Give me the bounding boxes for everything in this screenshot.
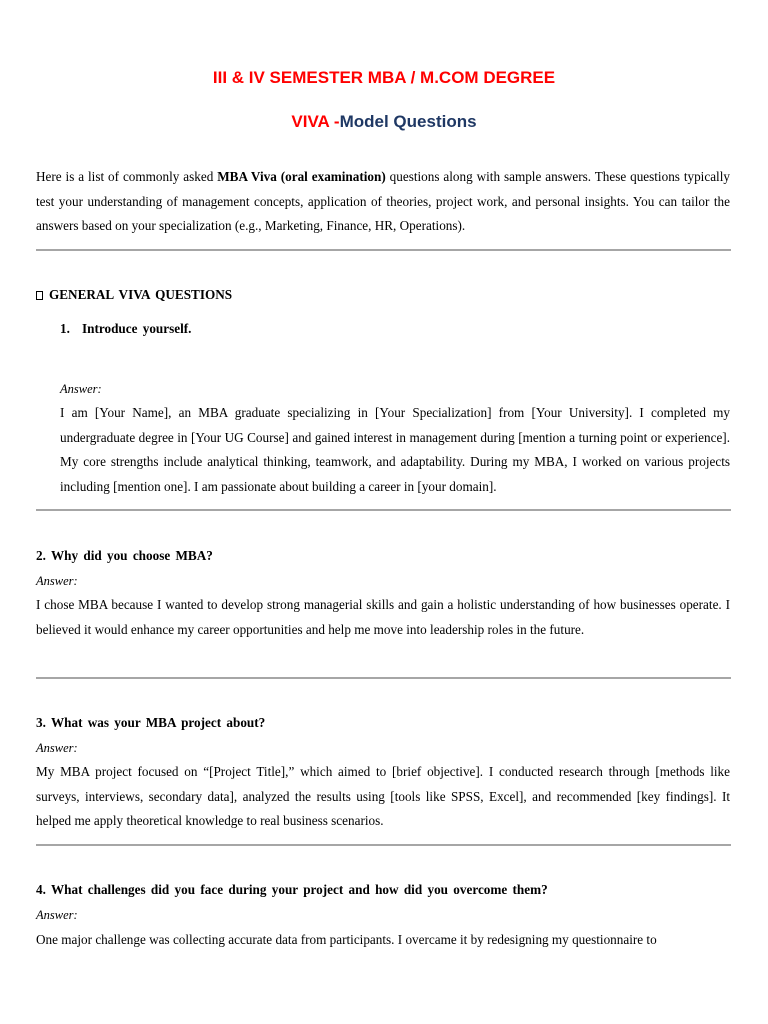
subtitle-model-questions: Model Questions: [339, 112, 477, 131]
subtitle-viva: VIVA -: [291, 112, 340, 131]
divider: [36, 249, 731, 251]
answer-1-label: Answer:: [60, 382, 102, 396]
question-2-heading: [36, 547, 213, 565]
section-heading: [36, 286, 232, 304]
intro-text-before: Here is a list of commonly asked: [36, 169, 218, 184]
question-3-number: 3.: [36, 715, 46, 730]
question-4-text: What challenges did you face during your project and how did you overcome them?: [50, 882, 548, 897]
divider: [36, 844, 731, 846]
answer-2-text: I chose MBA because I wanted to develop strong managerial skills and gain a holistic understanding of how businesses operate. I believed it would enhance my career opportunities and help me move into leadership roles in the future.: [36, 597, 730, 637]
question-1-number: 1.: [60, 321, 70, 336]
question-2-number: 2.: [36, 548, 46, 563]
question-1-text: Introduce yourself.: [82, 321, 192, 336]
answer-1-text: I am [Your Name], an MBA graduate specializing in [Your Specialization] from [Your University]. I completed my undergraduate degree in [Your UG Course] and gained interest in management during [mention a turning point or experience]. My core strengths include analytical thinking, teamwork, and adaptability. During my MBA, I worked on various projects including [mention one]. I am passionate about building a career in [your domain].: [60, 405, 730, 494]
question-3-heading: [36, 714, 265, 732]
answer-3-text: My MBA project focused on “[Project Title],” which aimed to [brief objective]. I conducted research through [methods like surveys, interviews, secondary data], analyzed the results using [tools like SPSS, Excel], and recommended [key findings]. It helped me apply theoretical knowledge to real business scenarios.: [36, 764, 730, 829]
answer-2-label: Answer:: [36, 574, 78, 588]
divider: [36, 677, 731, 679]
intro-paragraph: [36, 165, 730, 239]
intro-text-bold: MBA Viva (oral examination): [217, 169, 386, 184]
answer-4-text: One major challenge was collecting accurate data from participants. I overcame it by redesigning my questionnaire to: [36, 932, 657, 947]
section-heading-label: GENERAL VIVA QUESTIONS: [49, 287, 233, 302]
divider: [36, 509, 731, 511]
question-4-number: 4.: [36, 882, 46, 897]
document-subtitle: [0, 112, 768, 132]
box-bullet-icon: [36, 291, 43, 300]
question-1-heading: [60, 320, 191, 338]
question-4-heading: [36, 881, 548, 899]
question-3-text: What was your MBA project about?: [50, 715, 266, 730]
document-title: III & IV SEMESTER MBA / M.COM DEGREE: [212, 68, 556, 87]
question-2-text: Why did you choose MBA?: [50, 548, 213, 563]
intro-text-after: questions along with sample answers. These questions typically test your understanding of management concepts, application of theories, project work, and personal insights. You can tailor the answers based on your specialization (e.g., Marketing, Finance, HR, Operations).: [36, 169, 730, 234]
answer-4-label: Answer:: [36, 908, 78, 922]
answer-3-label: Answer:: [36, 741, 78, 755]
